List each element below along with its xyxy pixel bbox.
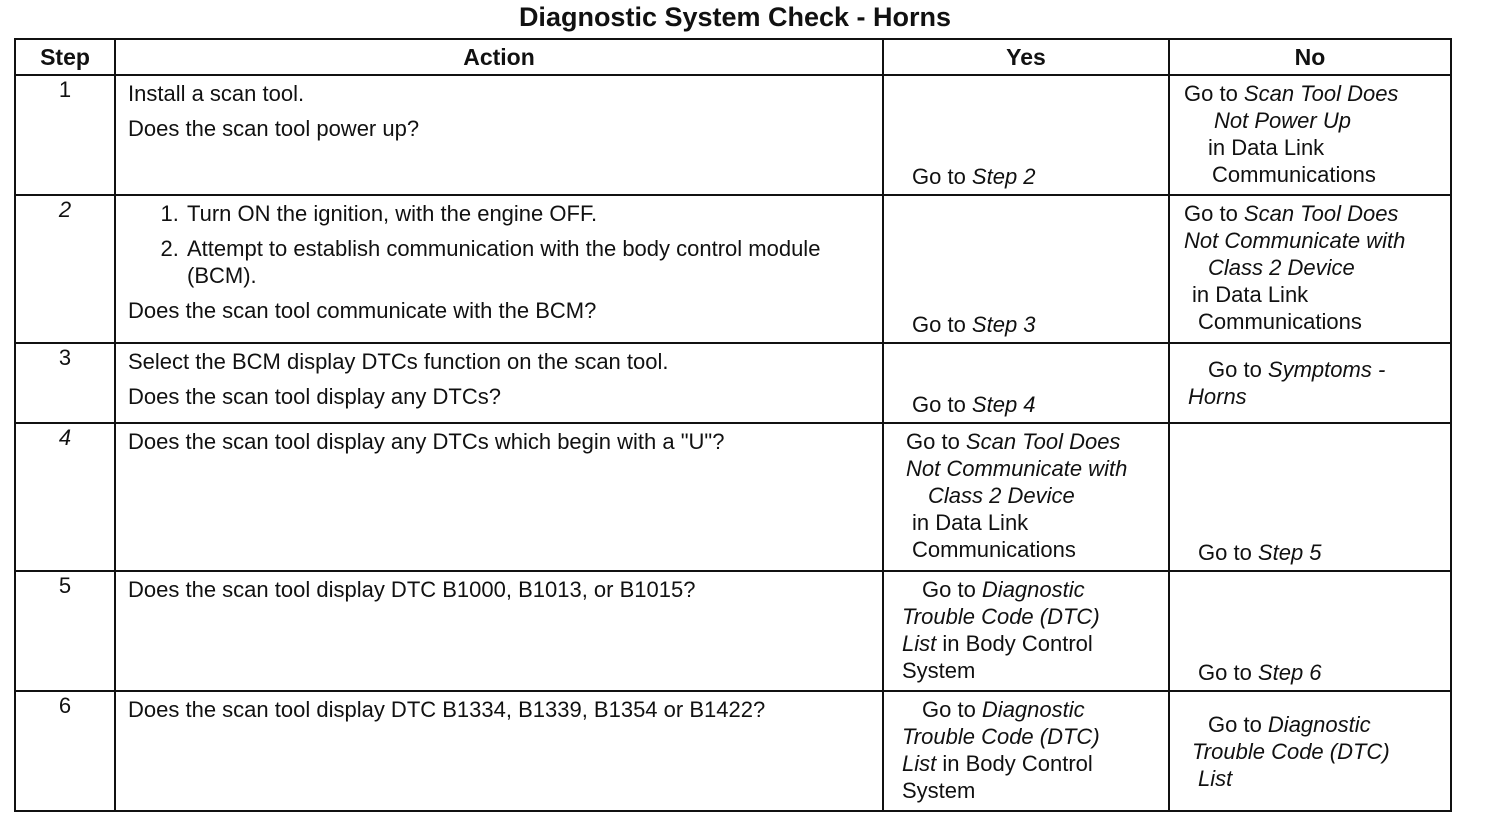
step-link[interactable]: Step 5 <box>1257 540 1322 565</box>
step-link[interactable]: Step 2 <box>971 164 1036 189</box>
action-question: Does the scan tool communicate with the BCM? <box>128 298 597 323</box>
yes-cell: Go to Step 4 <box>883 343 1169 423</box>
procedure-link[interactable]: Class 2 Device <box>1208 255 1355 280</box>
procedure-link[interactable]: Trouble Code (DTC) <box>1192 738 1390 764</box>
table-row <box>15 423 1451 571</box>
action-question: Does the scan tool display any DTCs which begin with a "U"? <box>128 429 725 454</box>
action-list-item: 1. Turn ON the ignition, with the engine OFF. <box>185 200 870 227</box>
table-row <box>15 691 1451 811</box>
step-link[interactable]: Step 4 <box>971 392 1036 417</box>
header-action: Action <box>115 39 883 75</box>
procedure-link[interactable]: Not Communicate with <box>906 456 1128 481</box>
page-title: Diagnostic System Check - Horns <box>518 2 952 32</box>
yes-cell: Go to Step 2 <box>883 75 1169 195</box>
procedure-link[interactable]: Not Power Up <box>1214 108 1351 133</box>
yes-cell: Go to Diagnostic Trouble Code (DTC) List in Body Control System <box>883 691 1169 811</box>
table-row <box>15 75 1451 195</box>
action-cell <box>115 343 883 423</box>
procedure-link[interactable]: Symptoms - <box>1267 357 1386 382</box>
procedure-link[interactable]: Not Communicate with <box>1184 228 1406 253</box>
no-cell: Go to Symptoms - Horns <box>1169 343 1451 423</box>
action-list-item: 2. Attempt to establish communication with the body control module (BCM). <box>185 235 870 289</box>
yes-cell: Go to Step 3 <box>883 195 1169 343</box>
step-number: 4 <box>15 423 115 571</box>
no-cell: Go to Scan Tool Does Not Power Up in Data Link Communications <box>1169 75 1451 195</box>
header-row <box>15 39 1451 75</box>
procedure-link[interactable]: Diagnostic <box>1267 711 1371 737</box>
step-link[interactable]: Step 3 <box>971 312 1036 337</box>
action-question: Does the scan tool display any DTCs? <box>128 384 501 409</box>
action-question: Does the scan tool display DTC B1000, B1013, or B1015? <box>128 577 696 602</box>
step-number: 6 <box>15 691 115 811</box>
procedure-link[interactable]: Horns <box>1188 384 1247 409</box>
procedure-link[interactable]: Scan Tool Does <box>965 429 1121 454</box>
step-number: 5 <box>15 571 115 691</box>
action-cell <box>115 75 883 195</box>
procedure-link[interactable]: Trouble Code (DTC) <box>902 724 1100 749</box>
action-cell <box>115 423 883 571</box>
action-question: Does the scan tool power up? <box>128 116 420 141</box>
no-cell: Go to Step 5 <box>1169 423 1451 571</box>
procedure-link[interactable]: Class 2 Device <box>928 483 1075 508</box>
procedure-link[interactable]: List <box>902 751 937 776</box>
table-row <box>15 343 1451 423</box>
procedure-link[interactable]: List <box>902 631 937 656</box>
procedure-link[interactable]: Diagnostic <box>981 697 1085 722</box>
yes-cell: Go to Scan Tool Does Not Communicate with Class 2 Device in Data Link Communications <box>883 423 1169 571</box>
table-row <box>15 571 1451 691</box>
procedure-link[interactable]: Scan Tool Does <box>1243 81 1399 106</box>
procedure-link[interactable]: Trouble Code (DTC) <box>902 604 1100 629</box>
step-number: 1 <box>15 75 115 195</box>
header-step: Step <box>15 39 115 75</box>
action-cell <box>115 691 883 811</box>
no-cell: Go to Step 6 <box>1169 571 1451 691</box>
diagnostic-table <box>14 38 1452 812</box>
yes-cell: Go to Diagnostic Trouble Code (DTC) List in Body Control System <box>883 571 1169 691</box>
step-number: 3 <box>15 343 115 423</box>
header-yes: Yes <box>883 39 1169 75</box>
no-cell: Go to Scan Tool Does Not Communicate with Class 2 Device in Data Link Communications <box>1169 195 1451 343</box>
action-text: Select the BCM display DTCs function on the scan tool. <box>128 349 669 374</box>
table-row <box>15 195 1451 343</box>
procedure-link[interactable]: List <box>1198 765 1233 791</box>
procedure-link[interactable]: Scan Tool Does <box>1243 201 1399 226</box>
step-link[interactable]: Step 6 <box>1257 660 1322 685</box>
action-cell <box>115 195 883 343</box>
procedure-link[interactable]: Diagnostic <box>981 577 1085 602</box>
action-question: Does the scan tool display DTC B1334, B1339, B1354 or B1422? <box>128 697 766 722</box>
no-cell: Go to Diagnostic Trouble Code (DTC) List <box>1169 691 1451 811</box>
action-cell <box>115 571 883 691</box>
action-text: Install a scan tool. <box>128 81 305 106</box>
step-number: 2 <box>15 195 115 343</box>
header-no: No <box>1169 39 1451 75</box>
